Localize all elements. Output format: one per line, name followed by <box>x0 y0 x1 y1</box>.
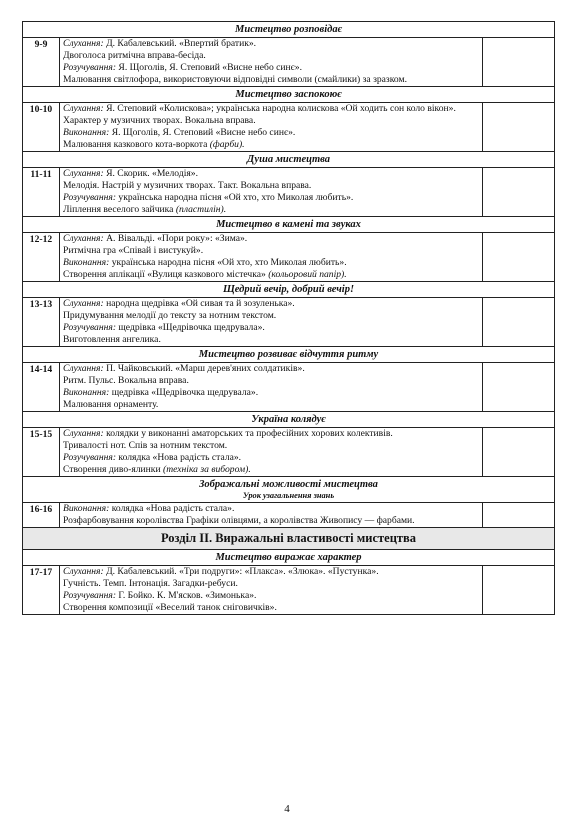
lesson-content <box>60 103 483 152</box>
notes-cell <box>482 298 554 347</box>
lesson-line <box>63 50 479 62</box>
notes-cell <box>482 168 554 217</box>
lesson-line <box>63 310 479 322</box>
lesson-row <box>23 38 555 87</box>
lesson-line <box>63 515 479 527</box>
activity-label: Слухання: <box>63 298 107 309</box>
lesson-line <box>63 245 479 257</box>
lesson-row <box>23 363 555 412</box>
lesson-line <box>63 452 479 464</box>
activity-text: Ритм. Пульс. Вокальна вправа. <box>63 375 189 386</box>
activity-text: Я. Скорик. «Мелодія». <box>106 168 198 179</box>
section-title: Мистецтво в камені та звуках <box>216 219 361 230</box>
lesson-row <box>23 103 555 152</box>
activity-text: Гучність. Темп. Інтонація. Загадки-ребуси. <box>63 578 238 589</box>
lesson-number: 12-12 <box>23 233 60 282</box>
activity-text: Розфарбовування королівства Графіки олівцями, а королівства Живопису — фарбами. <box>63 515 415 526</box>
lesson-content <box>60 168 483 217</box>
curriculum-page <box>22 21 555 615</box>
lesson-line <box>63 269 479 281</box>
activity-label: Розучування: <box>63 322 119 333</box>
lesson-line <box>63 204 479 216</box>
activity-label: Розучування: <box>63 62 119 73</box>
activity-label: Виконання: <box>63 127 112 138</box>
activity-text: колядка «Нова радість стала». <box>111 503 235 514</box>
activity-text: Малювання світлофора, використовуючи відповідні символи (смайлики) за зразком. <box>63 74 407 85</box>
lesson-line <box>63 578 479 590</box>
lesson-line <box>63 298 479 310</box>
lesson-line <box>63 103 479 115</box>
lesson-line <box>63 602 479 614</box>
lesson-content <box>60 233 483 282</box>
section-heading-cell <box>23 22 555 38</box>
activity-text: щедрівка «Щедрівочка щедрувала». <box>118 322 265 333</box>
lesson-line <box>63 115 479 127</box>
activity-text: українська народна пісня «Ой хто, хто Миколая любить». <box>111 257 347 268</box>
lesson-line <box>63 74 479 86</box>
lesson-line <box>63 127 479 139</box>
section-title: Мистецтво виражає характер <box>215 552 362 563</box>
lesson-content <box>60 38 483 87</box>
lesson-content <box>60 566 483 615</box>
section-title: Мистецтво заспокоює <box>235 89 342 100</box>
activity-label: Виконання: <box>63 387 112 398</box>
section-heading-cell <box>23 412 555 428</box>
lesson-line <box>63 322 479 334</box>
activity-label: Слухання: <box>63 566 107 577</box>
activity-text: Характер у музичних творах. Вокальна вправа. <box>63 115 256 126</box>
lesson-number: 14-14 <box>23 363 60 412</box>
activity-label: Виконання: <box>63 257 112 268</box>
activity-label: Слухання: <box>63 168 107 179</box>
notes-cell <box>482 503 554 528</box>
lesson-content <box>60 298 483 347</box>
lesson-line <box>63 180 479 192</box>
section-heading-row <box>23 282 555 298</box>
activity-text: Ліплення веселого зайчика <box>63 204 176 215</box>
activity-text: Створення композиції «Веселий танок сніговичків». <box>63 602 277 613</box>
page-number: 4 <box>284 803 290 815</box>
activity-text: Створення аплікації «Вулиця казкового містечка» <box>63 269 269 280</box>
lesson-line <box>63 428 479 440</box>
activity-text: щедрівка «Щедрівочка щедрувала». <box>111 387 259 398</box>
lesson-row <box>23 233 555 282</box>
lesson-line <box>63 38 479 50</box>
lesson-line <box>63 387 479 399</box>
activity-text: Г. Бойко. К. М'ясков. «Зимонька». <box>118 590 257 601</box>
section-heading-cell <box>23 87 555 103</box>
lesson-row <box>23 428 555 477</box>
activity-label: (техніка за вибором). <box>163 464 251 475</box>
section-heading-row <box>23 347 555 363</box>
section-heading-row <box>23 217 555 233</box>
lesson-line <box>63 375 479 387</box>
lesson-line <box>63 566 479 578</box>
activity-text: А. Вівальді. «Пори року»: «Зима». <box>106 233 248 244</box>
activity-text: Малювання казкового кота-воркота <box>63 139 210 150</box>
activity-label: (фарби). <box>209 139 245 150</box>
notes-cell <box>482 38 554 87</box>
lesson-line <box>63 590 479 602</box>
notes-cell <box>482 428 554 477</box>
activity-label: Слухання: <box>63 103 107 114</box>
activity-text: Двоголоса ритмічна вправа-бесіда. <box>63 50 206 61</box>
section-title: Зображальні можливості мистецтва <box>199 479 378 490</box>
lesson-line <box>63 139 479 151</box>
activity-text: П. Чайковський. «Марш дерев'яних солдатиків». <box>106 363 305 374</box>
lesson-plan-body <box>23 22 555 615</box>
activity-label: Розучування: <box>63 590 119 601</box>
activity-text: колядки у виконанні аматорських та професійних хорових колективів. <box>106 428 393 439</box>
lesson-number: 13-13 <box>23 298 60 347</box>
activity-text: Я. Щоголів, Я. Степовий «Висне небо синє». <box>111 127 296 138</box>
activity-text: колядка «Нова радість стала». <box>118 452 242 463</box>
activity-label: Слухання: <box>63 363 107 374</box>
activity-label: Слухання: <box>63 428 107 439</box>
lesson-line <box>63 363 479 375</box>
section-heading-row <box>23 550 555 566</box>
section-heading-row <box>23 477 555 503</box>
notes-cell <box>482 103 554 152</box>
notes-cell <box>482 363 554 412</box>
notes-cell <box>482 233 554 282</box>
activity-label: Розучування: <box>63 192 119 203</box>
lesson-line <box>63 334 479 346</box>
section-subtitle: Урок узагальнення знань <box>242 491 335 500</box>
activity-text: Я. Степовий «Колискова»; українська народна колискова «Ой ходить сон коло вікон». <box>106 103 456 114</box>
section-heading-cell <box>23 217 555 233</box>
lesson-line <box>63 62 479 74</box>
section-heading-row <box>23 87 555 103</box>
lesson-content <box>60 503 483 528</box>
lesson-row <box>23 168 555 217</box>
section-heading-row <box>23 412 555 428</box>
lesson-line <box>63 168 479 180</box>
activity-text: Ритмічна гра «Співай і вистукуй». <box>63 245 204 256</box>
chapter-heading: Розділ II. Виражальні властивості мистецтва <box>23 528 555 550</box>
activity-label: Слухання: <box>63 38 107 49</box>
lesson-line <box>63 503 479 515</box>
section-heading-row <box>23 22 555 38</box>
activity-text: Д. Кабалевський. «Впертий братик». <box>106 38 257 49</box>
activity-text: українська народна пісня «Ой хто, хто Миколая любить». <box>118 192 354 203</box>
activity-label: Розучування: <box>63 452 119 463</box>
activity-text: Мелодія. Настрій у музичних творах. Такт. Вокальна вправа. <box>63 180 312 191</box>
lesson-number: 11-11 <box>23 168 60 217</box>
activity-text: Малювання орнаменту. <box>63 399 159 410</box>
lesson-content <box>60 428 483 477</box>
notes-cell <box>482 566 554 615</box>
activity-label: Виконання: <box>63 503 112 514</box>
lesson-line <box>63 192 479 204</box>
activity-text: Придумування мелодії до тексту за нотним текстом. <box>63 310 277 321</box>
section-heading-cell <box>23 550 555 566</box>
section-heading-cell <box>23 347 555 363</box>
lesson-line <box>63 440 479 452</box>
chapter-heading-row <box>23 528 555 550</box>
lesson-row <box>23 566 555 615</box>
lesson-line <box>63 233 479 245</box>
lesson-line <box>63 399 479 411</box>
section-title: Щедрий вечір, добрий вечір! <box>222 284 355 295</box>
lesson-number: 16-16 <box>23 503 60 528</box>
activity-text: Д. Кабалевський. «Три подруги»: «Плакса». «Злюка». «Пустунка». <box>106 566 379 577</box>
lesson-row <box>23 298 555 347</box>
activity-label: Слухання: <box>63 233 107 244</box>
activity-text: народна щедрівка «Ой сивая та й зозуленька». <box>106 298 295 309</box>
activity-text: Виготовлення ангелика. <box>63 334 161 345</box>
lesson-number: 17-17 <box>23 566 60 615</box>
section-heading-cell <box>23 477 555 503</box>
section-heading-row <box>23 152 555 168</box>
activity-label: (пластилін). <box>175 204 227 215</box>
section-heading-cell <box>23 152 555 168</box>
lesson-number: 9-9 <box>23 38 60 87</box>
activity-text: Я. Щоголів, Я. Степовий «Висне небо синє». <box>118 62 302 73</box>
section-title: Мистецтво розвиває відчуття ритму <box>198 349 379 360</box>
section-heading-cell <box>23 282 555 298</box>
lesson-plan-table <box>22 21 555 615</box>
lesson-number: 10-10 <box>23 103 60 152</box>
activity-text: Тривалості нот. Спів за нотним текстом. <box>63 440 228 451</box>
section-title: Мистецтво розповідає <box>235 24 342 35</box>
lesson-number: 15-15 <box>23 428 60 477</box>
activity-label: (кольоровий папір). <box>268 269 347 280</box>
section-title: Душа мистецтва <box>247 154 330 165</box>
activity-text: Створення диво-ялинки <box>63 464 163 475</box>
lesson-row <box>23 503 555 528</box>
lesson-content <box>60 363 483 412</box>
lesson-line <box>63 464 479 476</box>
lesson-line <box>63 257 479 269</box>
section-title: Україна колядує <box>251 414 326 425</box>
